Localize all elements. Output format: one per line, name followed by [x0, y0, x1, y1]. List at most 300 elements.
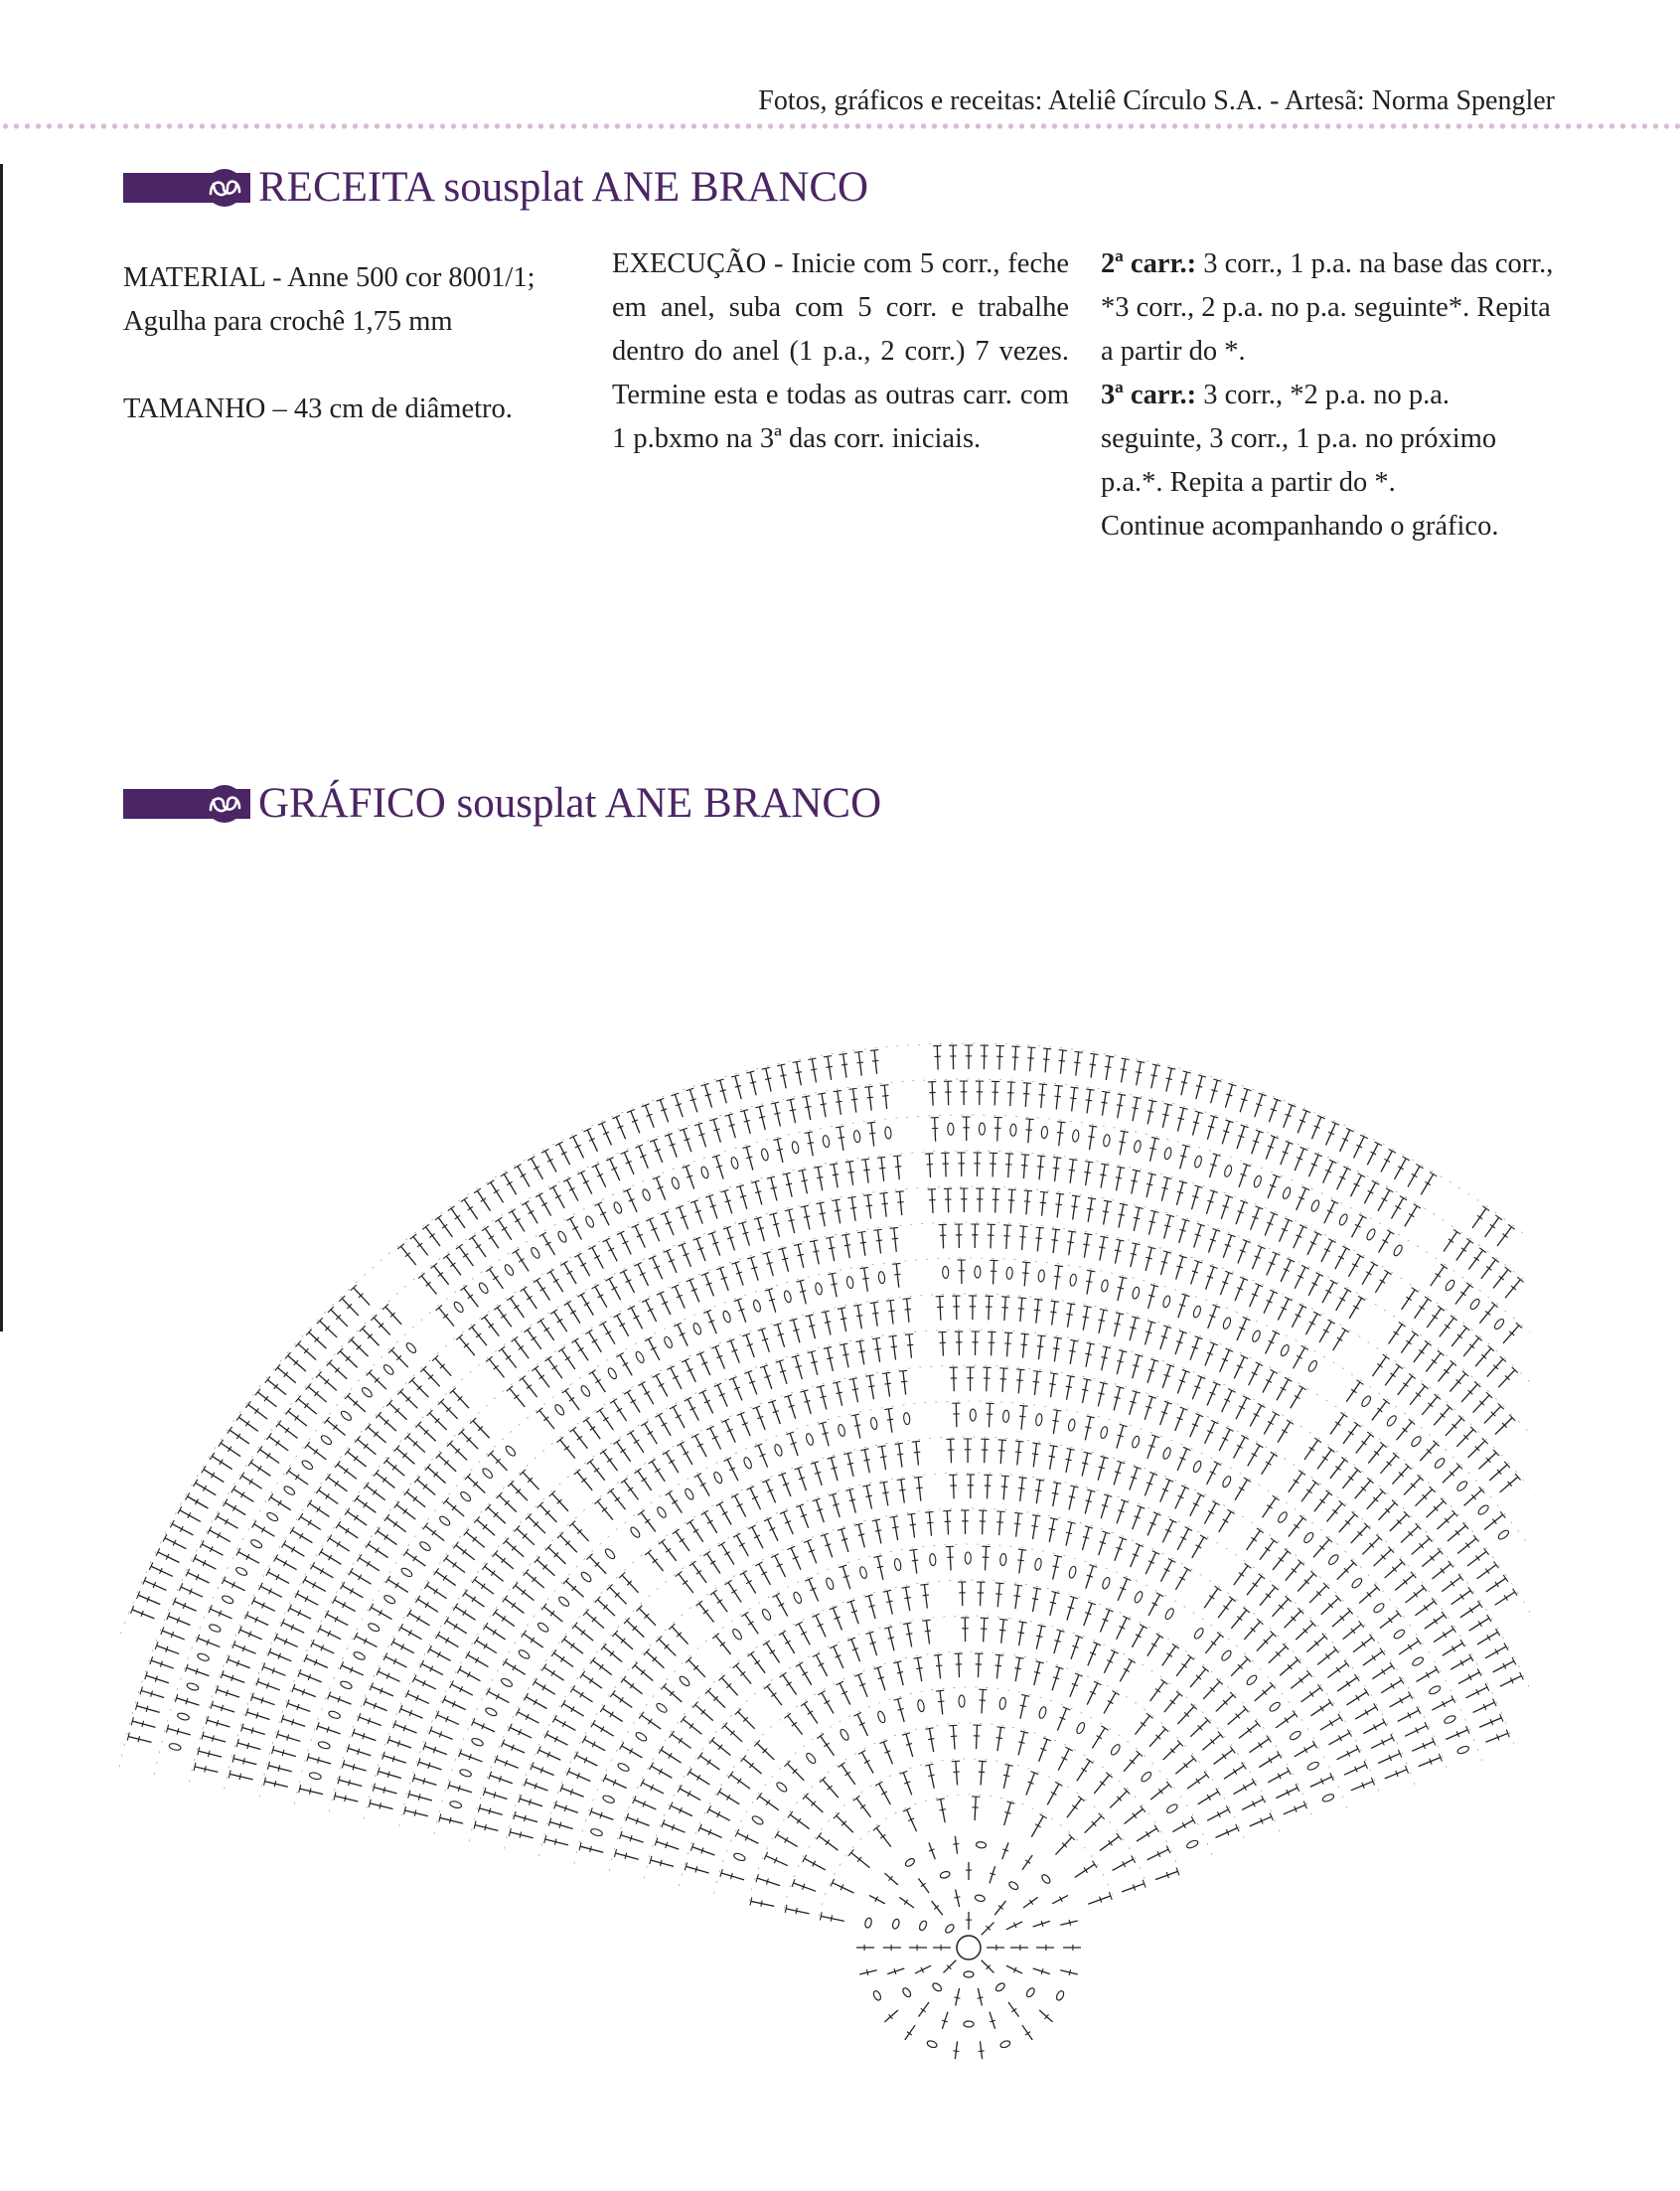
double-crochet-mark [1477, 1565, 1496, 1579]
stitch-crossbar-mark [1037, 1167, 1043, 1168]
double-crochet-mark [821, 1916, 843, 1921]
double-crochet-mark [1137, 1062, 1142, 1086]
chain-stitch-mark [722, 1310, 732, 1323]
double-crochet-mark [858, 1052, 861, 1076]
stitch-top-mark [1067, 1375, 1075, 1376]
stitch-top-mark [1090, 1053, 1098, 1054]
double-crochet-mark [1099, 1310, 1104, 1332]
chain-stitch-mark [309, 1772, 322, 1781]
stitch-top-mark [1503, 1575, 1508, 1582]
double-crochet-mark [1351, 1526, 1367, 1543]
chain-stitch-mark [901, 1986, 912, 1998]
stitch-crossbar-mark [1066, 1314, 1072, 1315]
stitch-crossbar-mark [267, 1453, 271, 1458]
stitch-crossbar-mark [502, 1616, 506, 1621]
stitch-crossbar-mark [620, 1449, 625, 1453]
stitch-crossbar-mark [628, 1487, 633, 1491]
double-crochet-mark [1052, 1302, 1055, 1326]
stitch-top-mark [486, 1267, 493, 1272]
stitch-crossbar-mark [308, 1520, 311, 1525]
chain-stitch-mark [1162, 1295, 1171, 1308]
chain-stitch-mark [1386, 1414, 1398, 1427]
stitch-top-mark [589, 1370, 596, 1375]
double-crochet-mark [1381, 1680, 1401, 1693]
stitch-crossbar-mark [380, 1802, 381, 1808]
double-crochet-mark [370, 1803, 392, 1809]
stitch-crossbar-mark [560, 1656, 564, 1661]
double-crochet-mark [1216, 1695, 1233, 1712]
double-crochet-mark [330, 1538, 350, 1551]
stitch-top-mark [925, 1511, 933, 1512]
double-crochet-mark [788, 1716, 803, 1735]
stitch-top-mark [703, 1551, 710, 1556]
double-crochet-mark [1034, 1371, 1037, 1395]
stitch-crossbar-mark [603, 1417, 608, 1421]
stitch-top-mark [1469, 1654, 1473, 1661]
double-crochet-mark [674, 1407, 686, 1428]
double-crochet-mark [268, 1572, 289, 1583]
double-crochet-mark [1023, 1155, 1025, 1178]
double-crochet-mark [1468, 1250, 1482, 1269]
stitch-crossbar-mark [1035, 1238, 1041, 1239]
double-crochet-mark [604, 1646, 623, 1661]
stitch-top-mark [461, 1286, 468, 1291]
double-crochet-mark [195, 1767, 218, 1772]
stitch-top-mark [907, 1513, 915, 1514]
row-guide-arc [365, 1330, 1530, 1819]
double-crochet-mark [459, 1669, 480, 1680]
stitch-crossbar-mark [1085, 1353, 1091, 1354]
chain-stitch-mark [976, 1841, 987, 1848]
double-crochet-mark [929, 1765, 934, 1788]
double-crochet-mark [212, 1456, 231, 1469]
photo-credits: Fotos, gráficos e receitas: Ateliê Círculo S.A. - Artesã: Norma Spengler [758, 85, 1555, 116]
double-crochet-mark [652, 1462, 665, 1482]
chain-stitch-mark [1103, 1134, 1111, 1147]
double-crochet-mark [959, 1653, 960, 1677]
double-crochet-mark [1250, 1405, 1261, 1426]
stitch-top-mark [1101, 1726, 1108, 1730]
double-crochet-mark [981, 1762, 983, 1786]
stitch-top-mark [1140, 1625, 1146, 1629]
double-crochet-mark [401, 1246, 416, 1265]
double-crochet-mark [642, 1384, 654, 1405]
chain-stitch-mark [471, 1737, 484, 1747]
stitch-crossbar-mark [1033, 1381, 1039, 1382]
chain-stitch-mark [1360, 1395, 1372, 1408]
stitch-top-mark [817, 1734, 824, 1739]
stitch-top-mark [1055, 1265, 1063, 1266]
stitch-top-mark [434, 1568, 439, 1575]
stitch-crossbar-mark [882, 1096, 888, 1097]
stitch-crossbar-mark [1036, 1636, 1042, 1637]
double-crochet-mark [1176, 1182, 1182, 1205]
double-crochet-mark [1328, 1733, 1349, 1745]
chain-stitch-mark [655, 1702, 668, 1714]
stitch-crossbar-mark [905, 1309, 911, 1310]
double-crochet-mark [878, 1556, 883, 1579]
double-crochet-mark [648, 1552, 663, 1571]
stitch-crossbar-mark [786, 1183, 792, 1184]
chain-stitch-mark [1251, 1330, 1262, 1342]
stitch-top-mark [1359, 1214, 1366, 1218]
double-crochet-mark [1102, 1347, 1107, 1370]
stitch-top-mark [528, 1157, 535, 1161]
double-crochet-mark [1248, 1446, 1260, 1467]
double-crochet-mark [809, 1133, 814, 1157]
stitch-crossbar-mark [1167, 1653, 1172, 1657]
stitch-crossbar-mark [927, 1522, 933, 1523]
double-crochet-mark [172, 1524, 193, 1535]
double-crochet-mark [372, 1608, 392, 1620]
stitch-top-mark [1022, 1262, 1030, 1263]
double-crochet-mark [510, 1728, 532, 1738]
double-crochet-mark [1295, 1745, 1315, 1757]
stitch-top-mark [830, 1164, 838, 1165]
chain-stitch-mark [283, 1485, 296, 1496]
stitch-crossbar-mark [955, 1997, 961, 1998]
double-crochet-mark [617, 1316, 629, 1336]
stitch-top-mark [877, 1157, 885, 1158]
double-crochet-mark [1255, 1685, 1273, 1701]
stitch-top-mark [1032, 1515, 1040, 1516]
stitch-crossbar-mark [809, 1326, 815, 1328]
double-crochet-mark [899, 1897, 914, 1908]
double-crochet-mark [1505, 1280, 1520, 1299]
double-crochet-mark [582, 1674, 602, 1688]
stitch-crossbar-mark [796, 1072, 802, 1073]
double-crochet-mark [1007, 1332, 1009, 1356]
stitch-crossbar-mark [1031, 1525, 1037, 1526]
stitch-top-mark [1016, 1369, 1024, 1370]
stitch-crossbar-mark [1025, 2032, 1030, 2035]
stitch-top-mark [588, 1246, 595, 1250]
stitch-top-mark [649, 1460, 656, 1465]
double-crochet-mark [592, 1372, 605, 1392]
stitch-crossbar-mark [1070, 1098, 1076, 1099]
stitch-top-mark [431, 1263, 438, 1268]
stitch-top-mark [606, 1277, 613, 1281]
double-crochet-mark [810, 1316, 816, 1338]
stitch-top-mark [865, 1375, 873, 1376]
double-crochet-mark [1389, 1325, 1403, 1344]
chain-stitch-mark [891, 1919, 900, 1930]
stitch-top-mark [535, 1193, 542, 1197]
double-crochet-mark [1320, 1717, 1340, 1730]
stitch-top-mark [1121, 1131, 1129, 1133]
double-crochet-mark [1038, 1335, 1041, 1359]
chain-stitch-mark [1164, 1607, 1175, 1620]
double-crochet-mark [440, 1817, 463, 1823]
double-crochet-mark [343, 1586, 364, 1598]
double-crochet-mark [649, 1339, 660, 1360]
stitch-top-mark [1037, 1335, 1045, 1336]
stitch-top-mark [920, 1584, 928, 1585]
double-crochet-mark [518, 1167, 530, 1187]
double-crochet-mark [1475, 1348, 1491, 1366]
double-crochet-mark [1390, 1695, 1411, 1707]
stitch-top-mark [335, 1461, 340, 1468]
stitch-top-mark [1287, 1420, 1294, 1424]
stitch-crossbar-mark [928, 1775, 934, 1776]
stitch-crossbar-mark [1196, 1779, 1200, 1784]
chain-stitch-mark [1131, 1435, 1140, 1448]
double-crochet-mark [331, 1310, 348, 1327]
double-crochet-mark [554, 1719, 575, 1731]
stitch-crossbar-mark [1166, 1078, 1172, 1079]
stitch-crossbar-mark [1101, 1357, 1107, 1358]
stitch-top-mark [1141, 1805, 1145, 1812]
stitch-crossbar-mark [777, 1149, 783, 1150]
double-crochet-mark [446, 1621, 466, 1634]
stitch-top-mark [1399, 1322, 1406, 1327]
stitch-top-mark [599, 1322, 606, 1326]
double-crochet-mark [865, 1160, 868, 1183]
chain-stitch-mark [931, 1981, 943, 1992]
double-crochet-mark [690, 1522, 703, 1542]
chain-stitch-mark [617, 1762, 630, 1773]
double-crochet-mark [486, 1627, 506, 1640]
double-crochet-mark [369, 1544, 388, 1557]
stitch-crossbar-mark [455, 1215, 460, 1219]
double-crochet-mark [860, 1341, 864, 1365]
double-crochet-mark [851, 1853, 870, 1868]
stitch-crossbar-mark [774, 1113, 780, 1114]
double-crochet-mark [881, 1447, 885, 1471]
stitch-top-mark [224, 1499, 228, 1506]
row-guide-arc [749, 1723, 1179, 1901]
stitch-crossbar-mark [869, 1133, 875, 1134]
double-crochet-mark [995, 1188, 996, 1212]
stitch-top-mark [336, 1521, 341, 1528]
stitch-crossbar-mark [1099, 1320, 1105, 1321]
double-crochet-mark [561, 1349, 575, 1369]
chain-stitch-mark [700, 1166, 710, 1178]
stitch-top-mark [1093, 1861, 1098, 1868]
stitch-top-mark [897, 1479, 905, 1480]
double-crochet-mark [1125, 1809, 1144, 1824]
double-crochet-mark [662, 1542, 676, 1561]
chain-stitch-mark [449, 1800, 462, 1809]
stitch-crossbar-mark [888, 1311, 894, 1312]
double-crochet-mark [635, 1665, 653, 1680]
double-crochet-mark [1363, 1651, 1383, 1665]
stitch-top-mark [524, 1693, 528, 1700]
double-crochet-mark [840, 1683, 850, 1705]
stitch-top-mark [1477, 1601, 1482, 1608]
stitch-crossbar-mark [607, 1459, 612, 1463]
stitch-crossbar-mark [1025, 1860, 1030, 1863]
stitch-crossbar-mark [1053, 1566, 1059, 1567]
chain-stitch-mark [783, 1290, 792, 1303]
double-crochet-mark [1378, 1502, 1395, 1519]
double-crochet-mark [766, 1068, 771, 1091]
double-crochet-mark [592, 1247, 603, 1268]
double-crochet-mark [1427, 1309, 1441, 1328]
double-crochet-mark [1047, 1784, 1059, 1804]
double-crochet-mark [386, 1517, 405, 1531]
stitch-top-mark [1245, 1563, 1252, 1568]
stitch-top-mark [937, 1799, 945, 1800]
double-crochet-mark [671, 1805, 692, 1815]
double-crochet-mark [1444, 1232, 1457, 1252]
double-crochet-mark [422, 1664, 443, 1675]
double-crochet-mark [1033, 1444, 1036, 1468]
stitch-top-mark [532, 1366, 538, 1371]
double-crochet-mark [709, 1809, 730, 1820]
chain-stitch-mark [169, 1743, 182, 1752]
stitch-crossbar-mark [820, 1213, 826, 1214]
double-crochet-mark [624, 1481, 638, 1499]
double-crochet-mark [517, 1528, 535, 1544]
double-crochet-mark [791, 1100, 796, 1123]
chain-stitch-mark [635, 1731, 648, 1743]
double-crochet-mark [1448, 1526, 1465, 1542]
double-crochet-mark [1147, 1849, 1169, 1860]
stitch-crossbar-mark [1074, 1062, 1080, 1063]
stitch-crossbar-mark [520, 1831, 522, 1837]
stitch-top-mark [364, 1483, 369, 1489]
double-crochet-mark [669, 1493, 682, 1513]
stitch-top-mark [610, 1399, 617, 1404]
stitch-crossbar-mark [1147, 1111, 1153, 1112]
stitch-crossbar-mark [346, 1528, 350, 1533]
stitch-top-mark [236, 1414, 241, 1421]
double-crochet-mark [1132, 1171, 1137, 1193]
double-crochet-mark [751, 1901, 774, 1906]
double-crochet-mark [1327, 1663, 1346, 1677]
chain-stitch-mark [731, 1628, 743, 1641]
stitch-top-mark [1129, 1658, 1136, 1662]
double-crochet-mark [540, 1505, 557, 1522]
stitch-top-mark [574, 1253, 581, 1257]
chain-stitch-mark [579, 1384, 591, 1397]
double-crochet-mark [871, 1123, 874, 1147]
row-guide-arc [819, 1795, 1112, 1916]
double-crochet-mark [1175, 1569, 1187, 1590]
double-crochet-mark [1086, 1343, 1091, 1367]
stitch-crossbar-mark [1346, 1681, 1350, 1686]
double-crochet-mark [999, 1511, 1001, 1535]
double-crochet-mark [888, 1409, 892, 1433]
double-crochet-mark [1405, 1726, 1427, 1736]
stitch-top-mark [1086, 1089, 1094, 1090]
stitch-crossbar-mark [485, 1824, 487, 1830]
double-crochet-mark [313, 1643, 335, 1653]
double-crochet-mark [945, 1153, 946, 1176]
stitch-crossbar-mark [1309, 1691, 1313, 1696]
stitch-top-mark [507, 1296, 514, 1301]
stitch-top-mark [755, 1562, 762, 1566]
double-crochet-mark [645, 1424, 658, 1444]
stitch-top-mark [522, 1201, 529, 1205]
double-crochet-mark [1339, 1514, 1355, 1532]
stitch-top-mark [1117, 1167, 1125, 1169]
stitch-top-mark [653, 1373, 660, 1377]
double-crochet-mark [548, 1359, 562, 1379]
double-crochet-mark [1023, 1897, 1038, 1908]
stitch-top-mark [817, 1832, 822, 1839]
double-crochet-mark [712, 1740, 731, 1755]
stitch-top-mark [840, 1053, 847, 1054]
stitch-top-mark [1018, 1622, 1026, 1623]
stitch-crossbar-mark [910, 1524, 916, 1525]
chain-stitch-mark [518, 1648, 531, 1660]
stitch-crossbar-mark [1258, 1743, 1262, 1748]
double-crochet-mark [822, 1094, 826, 1118]
stitch-top-mark [814, 1167, 822, 1169]
double-crochet-mark [1082, 1379, 1087, 1402]
double-crochet-mark [713, 1593, 727, 1612]
stitch-top-mark [1400, 1196, 1407, 1200]
double-crochet-mark [996, 1655, 999, 1679]
stitch-top-mark [1033, 1588, 1041, 1590]
double-crochet-mark [676, 1531, 689, 1551]
double-crochet-mark [993, 1260, 994, 1284]
stitch-crossbar-mark [978, 1997, 984, 1998]
stitch-crossbar-mark [1018, 1742, 1024, 1744]
chain-stitch-mark [1365, 1228, 1376, 1241]
stitch-crossbar-mark [519, 1259, 524, 1262]
stitch-top-mark [627, 1430, 634, 1435]
double-crochet-mark [1117, 1618, 1127, 1640]
double-crochet-mark [991, 1224, 992, 1248]
stitch-top-mark [466, 1651, 470, 1658]
chain-stitch-mark [584, 1215, 595, 1228]
double-crochet-mark [1067, 1799, 1081, 1817]
double-crochet-mark [586, 1420, 600, 1439]
double-crochet-mark [388, 1580, 408, 1593]
stitch-crossbar-mark [1050, 1312, 1056, 1313]
chain-stitch-mark [1010, 1124, 1017, 1136]
chain-stitch-mark [459, 1490, 472, 1502]
double-crochet-mark [288, 1411, 307, 1426]
double-crochet-mark [724, 1726, 742, 1742]
stitch-top-mark [621, 1479, 628, 1484]
double-crochet-mark [401, 1628, 422, 1640]
double-crochet-mark [884, 1873, 897, 1885]
stitch-top-mark [796, 1662, 803, 1666]
double-crochet-mark [465, 1593, 485, 1607]
stitch-crossbar-mark [829, 1248, 835, 1249]
stitch-top-mark [905, 1333, 913, 1334]
stitch-crossbar-mark [1320, 1706, 1324, 1711]
double-crochet-mark [1467, 1551, 1486, 1566]
stitch-crossbar-mark [1117, 1360, 1123, 1362]
stitch-top-mark [1137, 1061, 1145, 1063]
double-crochet-mark [1273, 1551, 1288, 1570]
stitch-top-mark [1004, 1332, 1012, 1333]
double-crochet-mark [818, 1168, 823, 1191]
stitch-top-mark [585, 1330, 592, 1333]
stitch-top-mark [461, 1197, 468, 1202]
double-crochet-mark [941, 1800, 945, 1823]
double-crochet-mark [1022, 2025, 1032, 2040]
stitch-top-mark [1001, 1476, 1009, 1477]
chain-stitch-mark [1269, 1701, 1282, 1713]
stitch-top-mark [1021, 1155, 1029, 1156]
stitch-top-mark [655, 1413, 662, 1417]
double-crochet-mark [1036, 1480, 1040, 1503]
stitch-top-mark [1055, 1782, 1062, 1786]
double-crochet-mark [1118, 1095, 1122, 1119]
double-crochet-mark [405, 1810, 428, 1816]
chain-stitch-mark [353, 1650, 366, 1661]
double-crochet-mark [819, 1836, 838, 1850]
stitch-crossbar-mark [205, 1766, 206, 1772]
stitch-top-mark [1117, 1833, 1122, 1840]
stitch-top-mark [1087, 1759, 1094, 1764]
